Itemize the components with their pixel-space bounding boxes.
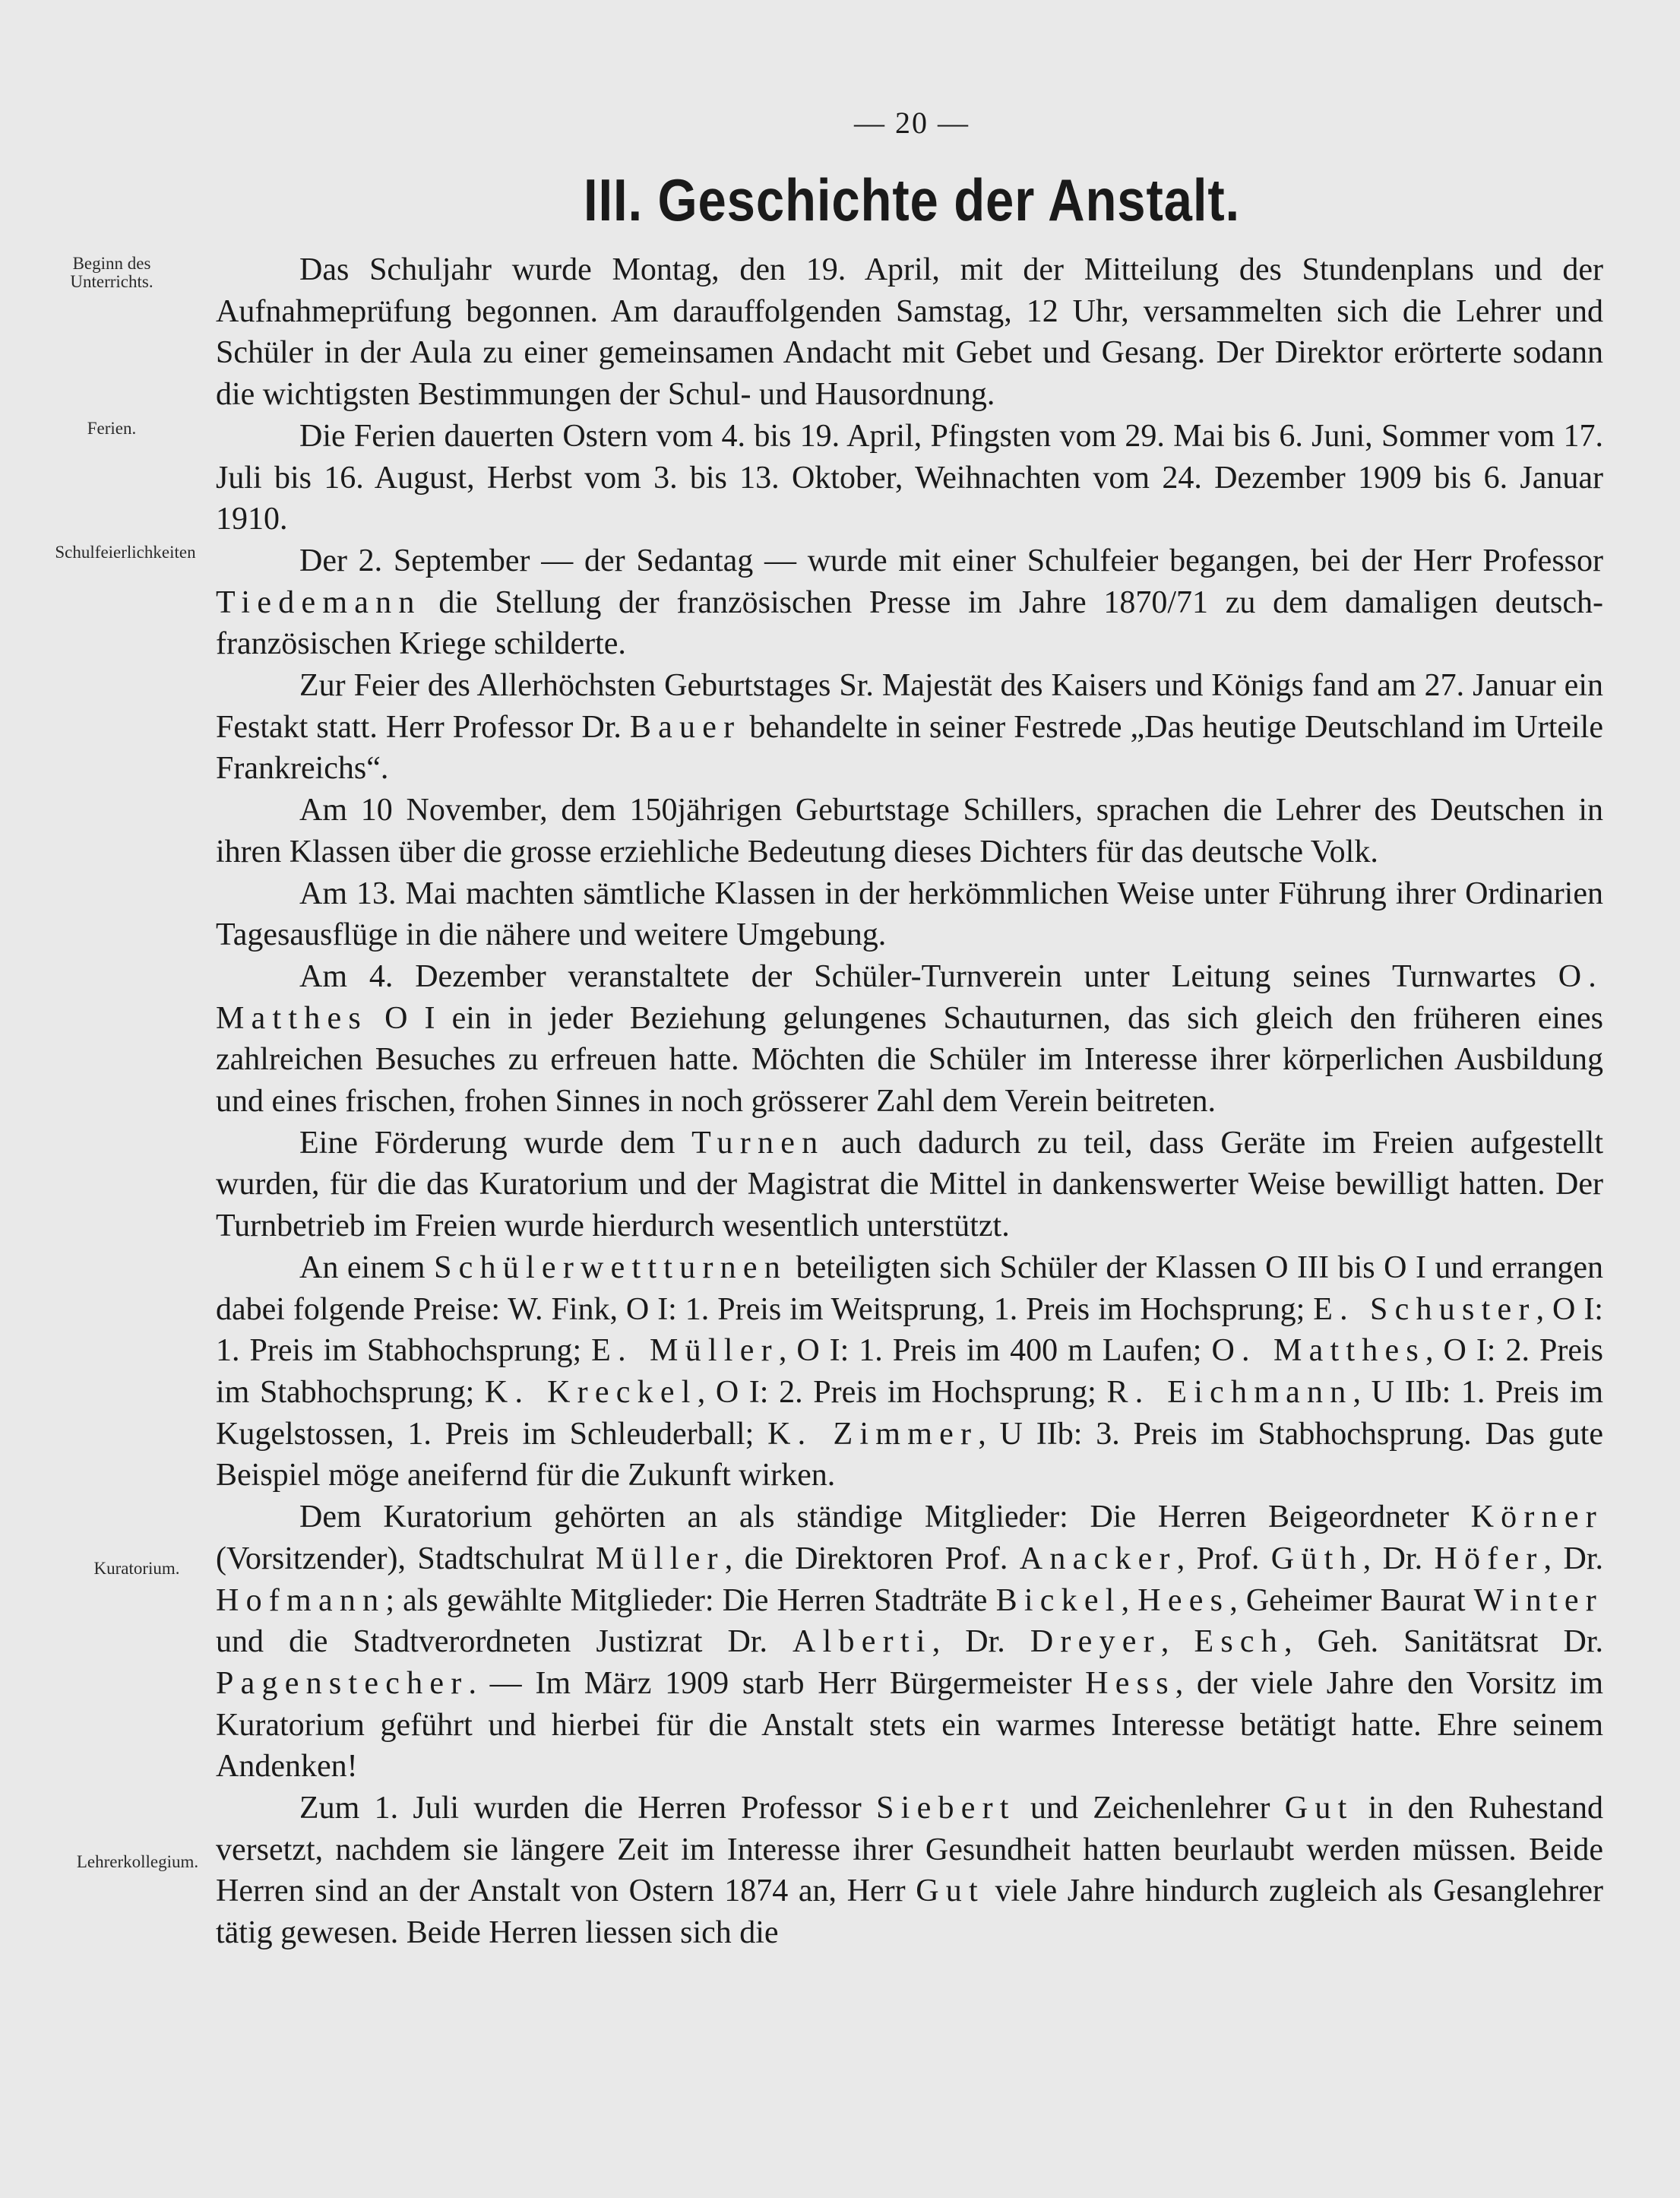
text-run: , Dr.	[1543, 1541, 1603, 1576]
paragraph-geburtstag	[216, 665, 1603, 790]
text-run: ,	[1121, 1582, 1138, 1618]
name-spaced: E. Müller	[591, 1333, 779, 1369]
paragraph-ferien: Die Ferien dauerten Ostern vom 4. bis 19. April, Pfingsten vom 29. Mai bis 6. Juni, Sommer vom 17. Juli bis 16. August, Herbst vom 3. bis 13. Oktober, Weihnachten vom 24. Dezember 1909 bis 6. Januar 1910.	[216, 418, 1603, 537]
text-run: , die Direktoren Prof.	[724, 1541, 1020, 1576]
text-run: , O I: 2. Preis im Stabhochsprung;	[216, 1333, 1603, 1410]
text-run: beteiligten sich Schüler der Klassen O III bis O I und errangen dabei folgende Preise: W. Fink, O I: 1. Preis im Weitsprung, 1. Preis im Hochsprung;	[216, 1249, 1604, 1327]
paragraph-beginn: Das Schuljahr wurde Montag, den 19. April, mit der Mitteilung des Stundenplans und der Aufnahmeprüfung begonnen. Am darauffolgenden Samstag, 12 Uhr, versammelten sich die Lehrer und Schüler in der Aula zu einer gemeinsamen Andacht mit Gebet und Gesang. Der Direktor erörterte sodann die wichtigsten Bestimmungen der Schul- und Hausordnung.	[216, 252, 1603, 413]
name-spaced: Hess	[1085, 1665, 1175, 1701]
name-spaced: Alberti	[793, 1624, 932, 1660]
name-spaced: Tiedemann	[216, 584, 422, 620]
text-run: Am 4. Dezember veranstaltete der Schüler-Turnverein unter Leitung seines Turnwartes	[299, 958, 1558, 994]
paragraph-turnen	[216, 1123, 1603, 1247]
name-spaced: Körner	[1470, 1500, 1603, 1535]
name-spaced: Turnen	[691, 1125, 825, 1161]
text-run: , U IIb: 3. Preis im Stabhochsprung. Das gute Beispiel möge aneifernd für die Zukunft wirken.	[216, 1416, 1603, 1493]
name-spaced: Dreyer	[1030, 1624, 1161, 1660]
name-spaced: Hees	[1137, 1582, 1230, 1618]
sidenote-kuratorium: Kuratorium.	[93, 1559, 180, 1578]
name-spaced: Winter	[1473, 1582, 1603, 1618]
text-run: , O I: 2. Preis im Hochsprung;	[697, 1374, 1107, 1410]
name-spaced: Gut	[916, 1873, 985, 1909]
text-run: in den Ruhestand versetzt, nachdem sie längere Zeit im Interesse ihrer Gesundheit hatten beurlaubt werden müssen. Beide Herren sind an der Anstalt von Ostern 1874 an, Herr	[216, 1791, 1603, 1909]
text-run: ,	[1160, 1624, 1194, 1660]
name-spaced: Bauer	[629, 709, 742, 745]
text-run: Dem Kuratorium gehörten an als ständige Mitglieder: Die Herren Beigeordneter	[299, 1500, 1471, 1535]
text-run: , Geheimer Baurat	[1229, 1582, 1474, 1618]
text-run: Zur Feier des Allerhöchsten Geburtstages Sr. Majestät des Kaisers und Königs fand am 27. Januar ein Festakt statt. Herr Professor Dr.	[216, 668, 1603, 745]
paragraph-turnverein	[216, 956, 1603, 1123]
text-run: Eine Förderung wurde dem	[299, 1125, 692, 1161]
name-spaced: Gut	[1284, 1791, 1354, 1826]
name-spaced: Pagenstecher	[216, 1665, 469, 1701]
text-run: , Geh. Sanitätsrat Dr.	[1284, 1624, 1604, 1660]
name-spaced: R. Eichmann	[1106, 1374, 1353, 1410]
paragraph-ausfluege: Am 13. Mai machten sämtliche Klassen in der herkömmlichen Weise unter Führung ihrer Ordinarien Tagesausflüge in die nähere und weitere Umgebung.	[216, 876, 1603, 953]
name-spaced: Hofmann	[216, 1582, 386, 1618]
name-spaced: Anacker	[1019, 1541, 1177, 1576]
name-spaced: K. Zimmer	[767, 1416, 979, 1452]
text-run: , der viele Jahre den Vorsitz im Kuratorium geführt und hierbei für die Anstalt stets ein warmes Interesse betätigt hatte. Ehre seinem Andenken!	[216, 1665, 1604, 1785]
name-spaced: Höfer	[1434, 1541, 1544, 1576]
text-run: O I ein in jeder Beziehung gelungenes Schauturnen, das sich gleich den früheren eines zahlreichen Besuches zu erfreuen hatte. Möchten die Schüler im Interesse ihrer körperlichen Ausbildung und eines frischen, frohen Sinnes in noch grösserer Zahl dem Verein beitreten.	[216, 1000, 1603, 1120]
body-text	[216, 249, 1603, 1954]
text-run: , O I: 1. Preis im 400 m Laufen;	[778, 1333, 1212, 1369]
name-spaced: Müller	[595, 1541, 725, 1576]
page-number: — 20 —	[854, 106, 970, 140]
name-spaced: Siebert	[876, 1791, 1016, 1826]
text-run: , Prof.	[1176, 1541, 1271, 1576]
text-run: ; als gewählte Mitglieder: Die Herren Stadträte	[385, 1582, 996, 1618]
name-spaced: Bickel	[995, 1582, 1122, 1618]
name-spaced: Güth	[1270, 1541, 1363, 1576]
name-spaced: Esch	[1194, 1624, 1285, 1660]
paragraph-sedantag	[216, 540, 1603, 665]
text-run: auch dadurch zu teil, dass Geräte im Freien aufgestellt wurden, für die das Kuratorium und der Magistrat die Mittel in dankenswerter Weise bewilligt hatten. Der Turnbetrieb im Freien wurde hierdurch wesentlich unterstützt.	[216, 1125, 1603, 1244]
text-run: , Dr.	[1362, 1541, 1435, 1576]
page-title: III. Geschichte der Anstalt.	[583, 166, 1241, 233]
text-run: Zum 1. Juli wurden die Herren Professor	[299, 1791, 877, 1826]
name-spaced: O. Matthes	[1211, 1333, 1425, 1369]
paragraph-kuratorium	[216, 1496, 1603, 1788]
text-run: An einem	[299, 1249, 435, 1285]
sidenote-schulfeier: Schulfeierlichkeiten	[55, 543, 196, 562]
text-run: , O I: 1. Preis im Stabhochsprung;	[216, 1291, 1603, 1369]
sidenote-beginn: Beginn des Unterrichts.	[70, 254, 153, 291]
name-spaced: K. Kreckel	[484, 1374, 698, 1410]
name-spaced: E. Schuster	[1313, 1291, 1536, 1327]
text-run: . — Im März 1909 starb Herr Bürgermeister	[468, 1665, 1086, 1701]
sidenote-ferien: Ferien.	[87, 419, 137, 438]
paragraph-schiller: Am 10 November, dem 150jährigen Geburtstage Schillers, sprachen die Lehrer des Deutschen in ihren Klassen über die grosse erziehliche Bedeutung dieses Dichters für das deutsche Volk.	[216, 793, 1603, 869]
text-run: die Stellung der französischen Presse im Jahre 1870/71 zu dem damaligen deutsch-französischen Kriege schilderte.	[216, 584, 1603, 662]
text-run: behandelte in seiner Festrede „Das heutige Deutschland im Urteile Frankreichs“.	[216, 709, 1603, 787]
sidenote-lehrerkollegium: Lehrerkollegium.	[76, 1852, 199, 1871]
name-spaced: O. Matthes	[216, 958, 1603, 1036]
paragraph-wettturnen	[216, 1247, 1603, 1496]
name-spaced: Schülerwettturnen	[434, 1249, 788, 1285]
text-run: , Dr.	[932, 1624, 1030, 1660]
text-run: und die Stadtverordneten Justizrat Dr.	[216, 1624, 793, 1660]
text-run: (Vorsitzender), Stadtschulrat	[216, 1541, 596, 1576]
text-run: Der 2. September — der Sedantag — wurde mit einer Schulfeier begangen, bei der Herr Professor	[299, 543, 1603, 578]
text-run: und Zeichenlehrer	[1015, 1791, 1285, 1826]
text-run: viele Jahre hindurch zugleich als Gesanglehrer tätig gewesen. Beide Herren liessen sich die	[216, 1873, 1603, 1951]
paragraph-lehrerkollegium	[216, 1788, 1603, 1954]
text-run: , U IIb: 1. Preis im Kugelstossen, 1. Preis im Schleuderball;	[216, 1374, 1603, 1452]
